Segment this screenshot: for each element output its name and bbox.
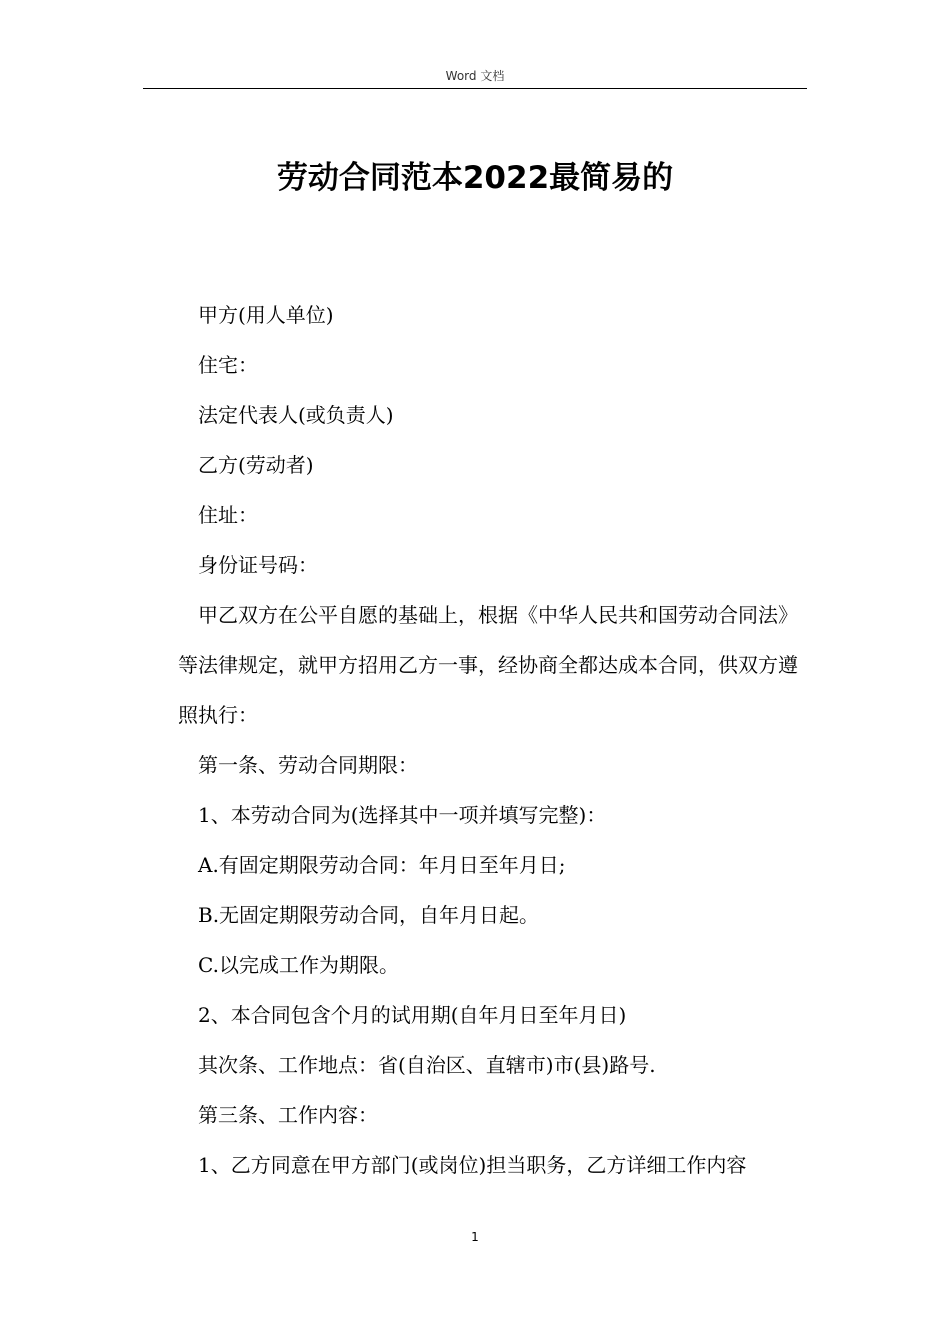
header-text: Word 文档 — [445, 69, 505, 83]
document-title: 劳动合同范本2022最简易的 — [276, 160, 674, 196]
paragraph-party-b: 乙方(劳动者) — [198, 453, 314, 477]
paragraph-option-a: A.有固定期限劳动合同：年月日至年月日; — [198, 853, 566, 877]
paragraph-party-a: 甲方(用人单位) — [198, 303, 334, 327]
paragraph-article-3: 第三条、工作内容： — [198, 1103, 378, 1127]
paragraph-legal-representative: 法定代表人(或负责人) — [198, 403, 394, 427]
page-header — [143, 66, 807, 89]
paragraph-clause-1-1: 1、本劳动合同为(选择其中一项并填写完整)： — [198, 803, 607, 827]
paragraph-residence: 住宅： — [198, 353, 258, 377]
document-body — [178, 290, 808, 1190]
paragraph-option-b: B.无固定期限劳动合同，自年月日起。 — [198, 903, 540, 927]
paragraph-clause-3-1: 1、乙方同意在甲方部门(或岗位)担当职务，乙方详细工作内容 — [198, 1153, 747, 1177]
page-number: 1 — [471, 1230, 479, 1244]
paragraph-id-number: 身份证号码： — [198, 553, 318, 577]
paragraph-article-2: 其次条、工作地点：省(自治区、直辖市)市(县)路号. — [198, 1053, 656, 1077]
paragraph-address: 住址： — [198, 503, 258, 527]
paragraph-option-c: C.以完成工作为期限。 — [198, 953, 399, 977]
paragraph-article-1: 第一条、劳动合同期限： — [198, 753, 418, 777]
paragraph-preamble: 甲乙双方在公平自愿的基础上，根据《中华人民共和国劳动合同法》等法律规定，就甲方招用乙方一事，经协商全都达成本合同，供双方遵照执行： — [178, 603, 798, 727]
paragraph-clause-1-2: 2、本合同包含个月的试用期(自年月日至年月日) — [198, 1003, 627, 1027]
